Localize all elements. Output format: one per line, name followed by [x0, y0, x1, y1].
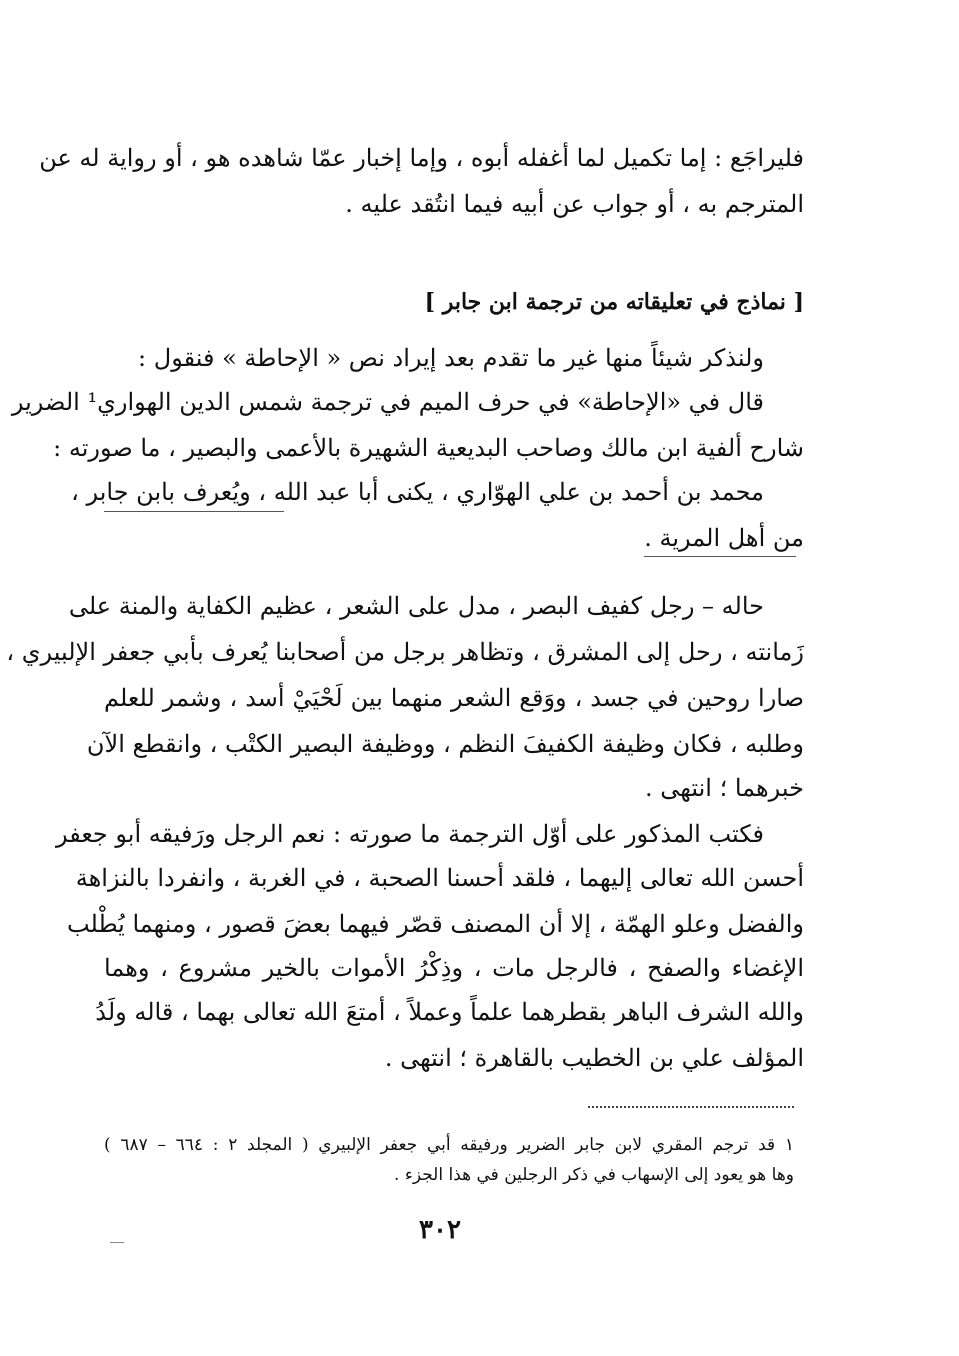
biography-status-line-3: صارا روحين في جسد ، ووَقع الشعر منهما بين لَحْيَيْ أسد ، وشمر للعلم: [104, 684, 804, 712]
intro-line-1: فليراجَع : إما تكميل لما أغفله أبوه ، وإما إخبار عمّا شاهده هو ، أو رواية له عن: [39, 144, 804, 172]
quote-intro-line-1: قال في «الإحاطة» في حرف الميم في ترجمة شمس الدين الهواري¹ الضرير: [11, 388, 764, 416]
footnote-separator: [588, 1106, 794, 1108]
biography-status-line-1: حاله – رجل كفيف البصر ، مدل على الشعر ، عظيم الكفاية والمنة على: [68, 592, 764, 620]
biography-status-line-2: زَمانته ، رحل إلى المشرق ، وتظاهر برجل من أصحابنا يُعرف بأبي جعفر الإلبيري ،: [6, 638, 804, 666]
biography-status-line-5: خبرهما ؛ انتهى .: [645, 774, 804, 802]
commentary-line-5: والله الشرف الباهر بقطرهما علماً وعملاً ، أمتعَ الله تعالى بهما ، قاله ولَدُ: [95, 998, 804, 1026]
commentary-line-6: المؤلف علي بن الخطيب بالقاهرة ؛ انتهى .: [384, 1044, 804, 1072]
intro-line-2: المترجم به ، أو جواب عن أبيه فيما انتُقد عليه .: [345, 190, 804, 218]
quote-intro-line-2: شارح ألفية ابن مالك وصاحب البديعية الشهيرة بالأعمى والبصير ، ما صورته :: [53, 434, 804, 462]
handwritten-underline: [644, 556, 796, 557]
handwritten-underline: [104, 511, 284, 512]
footnote-line-2: وها هو يعود إلى الإسهاب في ذكر الرجلين في هذا الجزء .: [394, 1165, 794, 1185]
biography-name-line-1: محمد بن أحمد بن علي الهوّاري ، يكنى أبا عبد الله ، ويُعرف بابن جابر ،: [71, 478, 764, 506]
biography-name-line-2: من أهل المرية .: [644, 524, 804, 552]
scan-mark: [110, 1242, 124, 1243]
footnote-line-1: ١ قد ترجم المقري لابن جابر الضرير ورفيقه أبي جعفر الإلبيري ( المجلد ٢ : ٦٦٤ – ٦٨٧ ): [104, 1135, 794, 1155]
commentary-line-4: الإغضاء والصفح ، فالرجل مات ، وذِكْرُ الأموات بالخير مشروع ، وهما: [104, 954, 804, 982]
commentary-line-2: أحسن الله تعالى إليهما ، فلقد أحسنا الصحبة ، في الغربة ، وانفردا بالنزاهة: [75, 864, 804, 892]
section-heading: [ نماذج في تعليقاته من ترجمة ابن جابر ]: [424, 289, 804, 315]
commentary-line-1: فكتب المذكور على أوّل الترجمة ما صورته : نعم الرجل ورَفيقه أبو جعفر: [55, 820, 764, 848]
paragraph-intro-line: ولنذكر شيئاً منها غير ما تقدم بعد إيراد نص « الإحاطة » فنقول :: [138, 344, 764, 372]
commentary-line-3: والفضل وعلو الهمّة ، إلا أن المصنف قصّر فيهما بعضَ قصور ، ومنهما يُطْلب: [66, 910, 804, 938]
biography-status-line-4: وطلبه ، فكان وظيفة الكفيفَ النظم ، ووظيفة البصير الكتْب ، وانقطع الآن: [86, 730, 804, 758]
page-number: ٣٠٢: [419, 1215, 461, 1245]
